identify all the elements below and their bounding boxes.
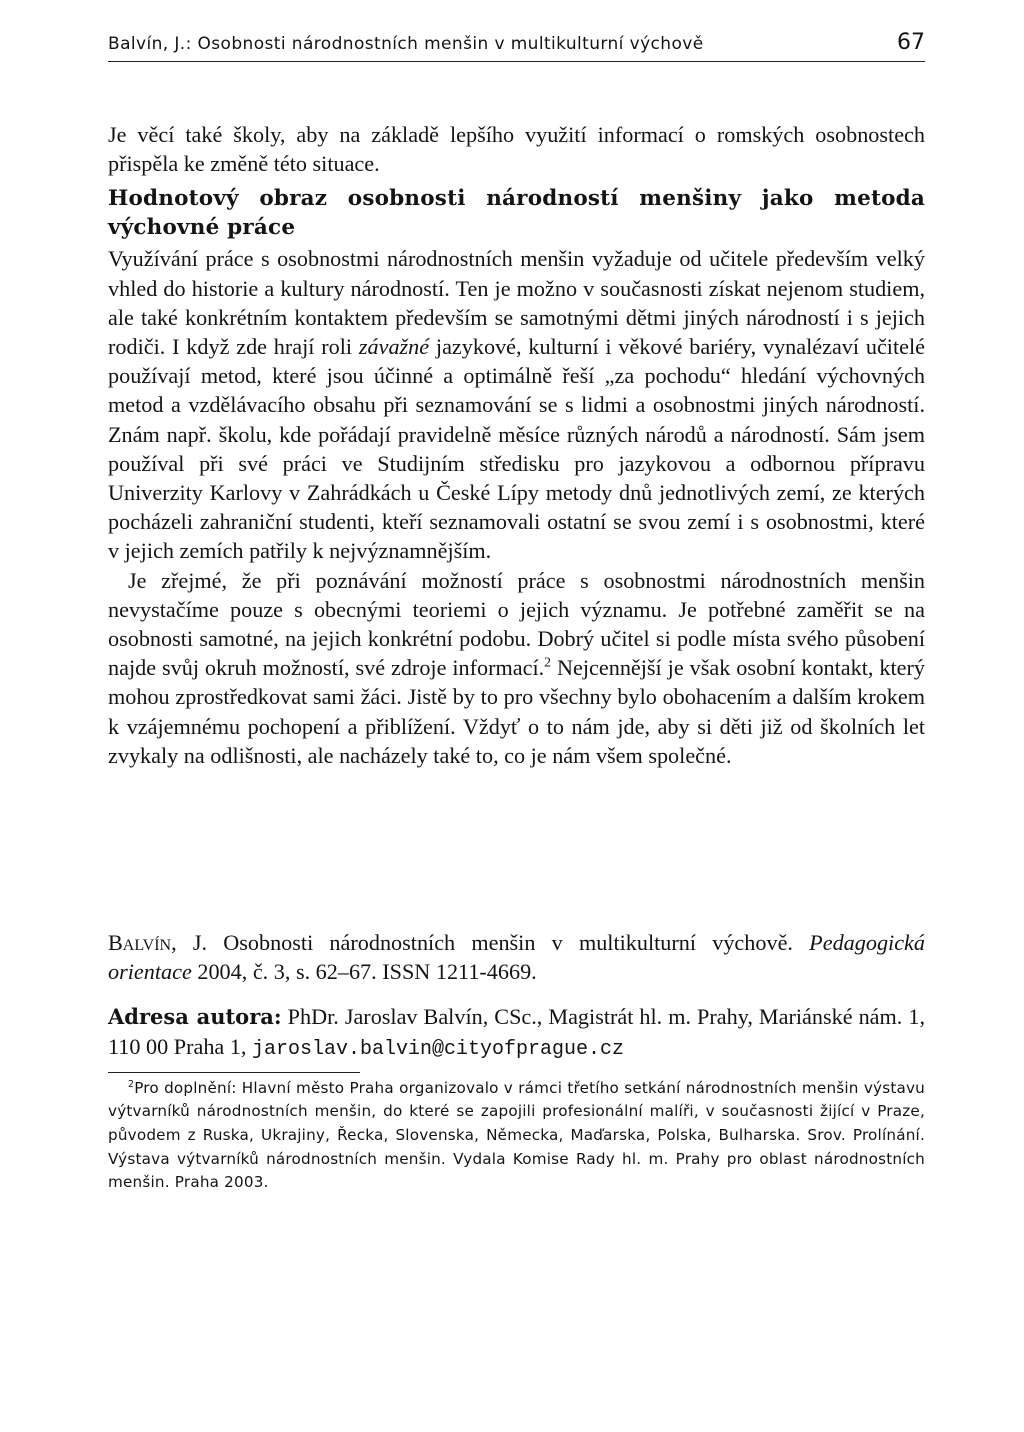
emphasized-word: závažné [358, 334, 430, 360]
author-address [108, 1002, 925, 1063]
citation-author: Balvín, J. [108, 930, 208, 956]
paragraph-text: Nejcennější je však osobní kontakt, který mohou zprostředkovat sami žáci. Jistě by to pro všechny bylo obohacením a dalším krokem k vzájemnému pochopení a přiblížení. Vždyť o to nám jde, aby si děti již od školních let zvykaly na odlišnosti, ale nacházely také to, co je nám všem společné. [108, 655, 925, 768]
citation [108, 928, 925, 986]
footnote-number: 2 [128, 1078, 135, 1090]
section-paragraph-1 [108, 244, 925, 565]
running-header [108, 30, 925, 62]
footnote [108, 1077, 925, 1195]
section-heading: Hodnotový obraz osobnosti národností menšiny jako metoda výchovné práce [108, 186, 925, 241]
page-number: 67 [897, 30, 925, 55]
footnote-reference[interactable]: 2 [544, 654, 552, 670]
section-paragraph-2 [108, 566, 925, 770]
intro-paragraph: Je věcí také školy, aby na základě lepšího využití informací o romských osobnostech přispěla ke změně této situace. [108, 122, 925, 177]
paragraph-text: Využívání práce s osobnostmi národnostních menšin vyžaduje od učitele především velký vhled do historie a kultury národností. Ten je možno v současnosti získat nejenom studiem, ale také konkrétním kontaktem především se samotnými dětmi jiných národností i s jejich rodiči. I když zde hrají roli [108, 246, 925, 360]
journal-page [108, 30, 925, 1195]
citation-details: 2004, č. 3, s. 62–67. ISSN 1211-4669. [191, 959, 537, 985]
paragraph-text: Je zřejmé, že při poznávání možností práce s osobnostmi národnostních menšin nevystačíme pouze s obecnými teoriemi o jejich významu. Je potřebné zaměřit se na osobnosti samotné, na jejich konkrétní podobu. Dobrý učitel si podle místa svého působení najde svůj okruh možností, své zdroje informací. [108, 567, 925, 681]
author-email-link[interactable]: jaroslav.balvin@cityofprague.cz [252, 1037, 625, 1061]
address-label: Adresa autora: [108, 1004, 282, 1030]
footnote-text: Pro doplnění: Hlavní město Praha organizovalo v rámci třetího setkání národnostních menšin výstavu výtvarníků národnostních menšin, do které se zapojili profesionální malíři, v současnosti žijící v Praze, původem z Ruska, Ukrajiny, Řecka, Slovenska, Německa, Maďarska, Polska, Bulharska. Srov. Prolínání. Výstava výtvarníků národnostních menšin. Vydala Komise Rady hl. m. Prahy pro oblast národnostních menšin. Praha 2003. [108, 1078, 925, 1192]
paragraph-text: jazykové, kulturní i věkové bariéry, vynalézaví učitelé používají metod, které jsou účinné a optimálně řeší „za pochodu“ hledání výchovných metod a vzdělávacího obsahu při seznamování se s lidmi a osobnostmi jiných národností. Znám např. školu, kde pořádají pravidelně měsíce různých národů a národností. Sám jsem používal při své práci ve Studijním středisku pro jazykovou a odbornou přípravu Univerzity Karlovy v Zahrádkách u České Lípy metody dnů jednotlivých zemí, ze kterých pocházeli zahraniční studenti, kteří seznamovali ostatní se svou zemí i s osobnostmi, které v jejich zemích patřily k nejvýznamnějším. [108, 334, 925, 564]
citation-title: Osobnosti národnostních menšin v multikulturní výchově. [207, 930, 810, 956]
footnote-divider [108, 1072, 360, 1073]
address-text: PhDr. Jaroslav Balvín, CSc., Magistrát hl. m. Prahy, Mariánské nám. 1, 110 00 Praha 1, [108, 1004, 925, 1059]
citation-journal: Pedagogická orientace [108, 930, 925, 985]
running-title: Balvín, J.: Osobnosti národnostních menšin v multikulturní výchově [108, 34, 704, 54]
